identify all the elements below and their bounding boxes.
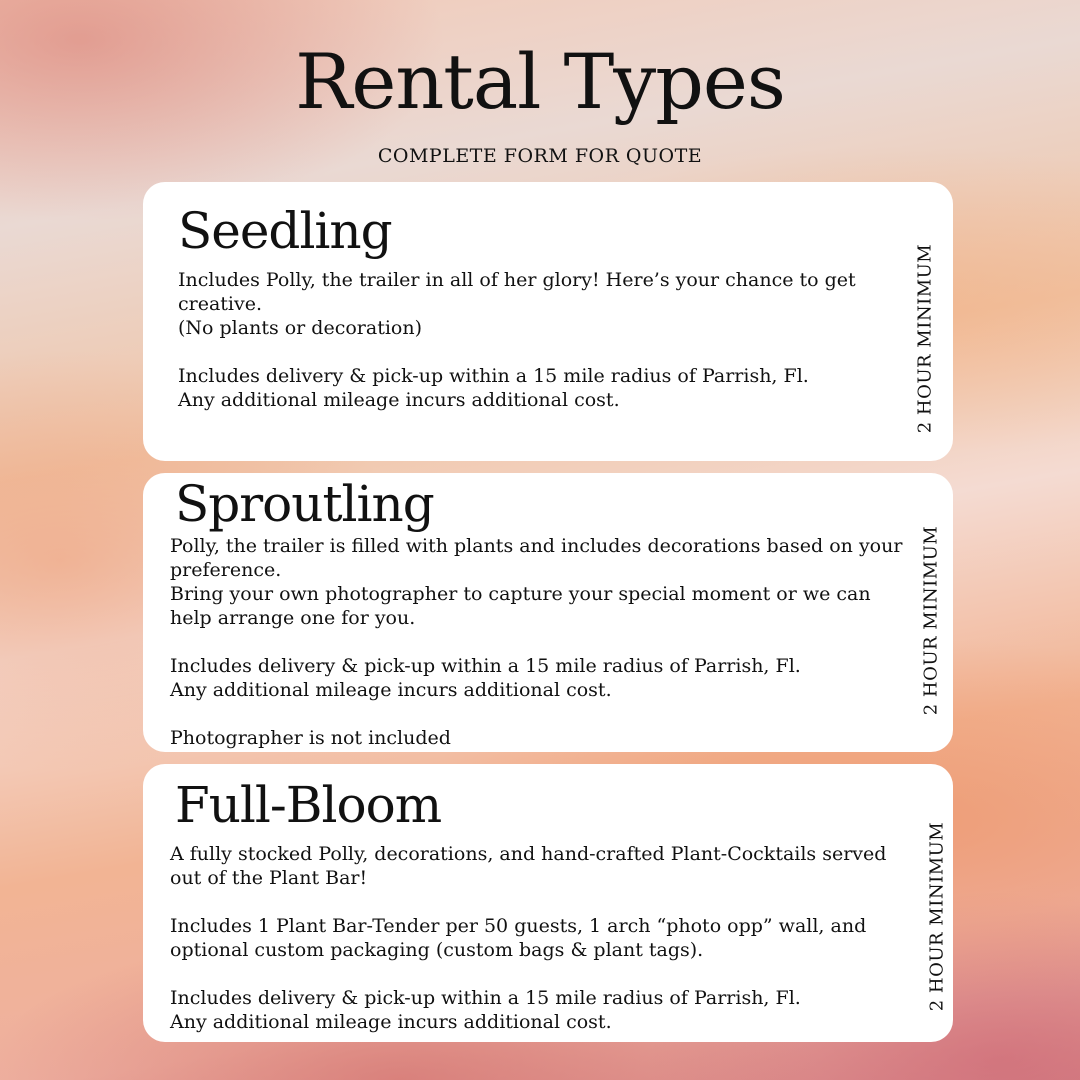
page-subtitle: COMPLETE FORM FOR QUOTE	[377, 145, 703, 167]
rental-card-full-bloom	[143, 764, 953, 1042]
minimum-label: 2 HOUR MINIMUM	[926, 821, 948, 1012]
rental-card-seedling	[143, 182, 953, 461]
rental-name: Full-Bloom	[175, 776, 442, 834]
rental-description: A fully stocked Polly, decorations, and hand-crafted Plant-Cocktails served out of the Plant Bar! Includes 1 Plant Bar-Tender per 50 guests, 1 arch “photo opp” wall, and optional custom packaging (custom bags & plant tags). Includes delivery & pick-up within a 15 mile radius of Parrish, Fl. Any additional mileage incurs additional cost.	[170, 843, 887, 1033]
rental-description: Includes Polly, the trailer in all of her glory! Here’s your chance to get creative. (No plants or decoration) Includes delivery & pick-up within a 15 mile radius of Parrish, Fl. Any additional mileage incurs additional cost.	[178, 269, 856, 411]
rental-name: Seedling	[178, 202, 392, 260]
minimum-label: 2 HOUR MINIMUM	[920, 525, 942, 716]
rental-name: Sproutling	[175, 475, 434, 533]
minimum-label: 2 HOUR MINIMUM	[914, 243, 936, 434]
page-title: Rental Types	[295, 37, 785, 126]
rental-description: Polly, the trailer is filled with plants and includes decorations based on your preference. Bring your own photographer to capture your special moment or we can help arrange one for you. Includes delivery & pick-up within a 15 mile radius of Parrish, Fl. Any additional mileage incurs additional cost. Photographer is not included	[170, 535, 903, 749]
rental-card-sproutling	[143, 473, 953, 752]
